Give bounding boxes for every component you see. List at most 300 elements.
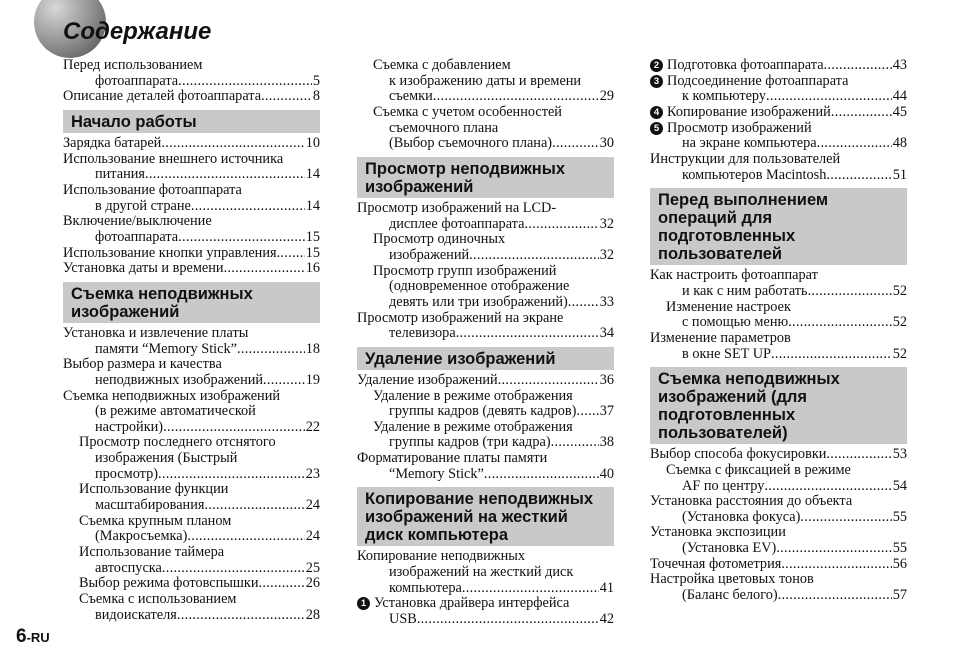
toc-entry[interactable] <box>357 105 614 152</box>
section-heading-line: пользователей) <box>658 424 788 443</box>
page-number <box>16 626 50 648</box>
toc-entry-line <box>357 217 614 233</box>
toc-page-number[interactable]: 51 <box>892 166 907 183</box>
toc-entry-line <box>650 300 907 316</box>
toc-entry-text: Использование внешнего источника <box>63 150 284 167</box>
toc-entry[interactable] <box>650 572 907 603</box>
toc-entry-text: (в режиме автоматической <box>95 403 256 420</box>
toc-page-number[interactable]: 14 <box>305 166 320 183</box>
toc-entry-line <box>357 136 614 152</box>
toc-page-number[interactable]: 8 <box>312 88 320 105</box>
toc-entry[interactable] <box>650 300 907 331</box>
toc-entry-text: питания <box>95 166 145 183</box>
toc-entry-text: Копирование изображений <box>667 103 831 120</box>
toc-entry-line <box>63 89 320 105</box>
toc-entry-line <box>357 596 614 612</box>
page-language-suffix: -RU <box>26 630 50 645</box>
toc-page-number[interactable]: 16 <box>305 260 320 277</box>
toc-entry[interactable] <box>63 357 320 388</box>
toc-entry-text: Выбор способа фокусировки <box>650 446 827 463</box>
toc-entry-text: Установка и извлечение платы <box>63 324 249 341</box>
toc-entry-line <box>63 342 320 358</box>
toc-page-number[interactable]: 10 <box>305 134 320 151</box>
toc-entry-text: Установка расстояния до объекта <box>650 493 853 510</box>
toc-entry-line <box>357 295 614 311</box>
toc-entry[interactable] <box>63 435 320 482</box>
section-heading-line: изображений <box>71 302 180 321</box>
toc-entry-text: Выбор размера и качества <box>63 356 222 373</box>
toc-entry-text: группы кадров (девять кадров) <box>389 403 577 420</box>
toc-entry-line <box>650 152 907 168</box>
toc-entry-text: “Memory Stick” <box>389 465 484 482</box>
toc-entry-text: Съемка с фиксацией в режиме <box>666 461 851 478</box>
step-number-icon: 2 <box>650 59 663 72</box>
toc-page-number[interactable]: 15 <box>305 228 320 245</box>
toc-entry-text: Просмотр последнего отснятого <box>79 434 276 451</box>
toc-entry-line <box>357 404 614 420</box>
toc-entry-line <box>357 435 614 451</box>
toc-entry-text: Съемка неподвижных изображений <box>63 387 281 404</box>
toc-entry-text: Использование функции <box>79 481 229 498</box>
toc-entry-line <box>650 463 907 479</box>
toc-entry[interactable] <box>357 232 614 263</box>
toc-entry-text: к изображению даты и времени <box>389 72 582 89</box>
toc-entry-text: съемочного плана <box>389 119 499 136</box>
dot-leader <box>817 136 892 152</box>
toc-entry[interactable] <box>63 389 320 436</box>
toc-entry-line <box>650 168 907 184</box>
toc-entry-line <box>63 230 320 246</box>
section-heading-line: изображений <box>365 177 474 196</box>
dot-leader <box>800 510 891 526</box>
toc-entry-text: компьютеров Macintosh <box>682 166 827 183</box>
dot-leader <box>824 58 892 74</box>
dot-leader <box>568 295 599 311</box>
toc-entry-text: Форматирование платы памяти <box>357 450 548 467</box>
toc-entry-line <box>63 167 320 183</box>
toc-entry-line <box>650 557 907 573</box>
toc-entry-text: Установка драйвера интерфейса <box>374 595 570 612</box>
toc-entry-text: дисплее фотоаппарата <box>389 215 525 232</box>
dot-leader <box>158 467 305 483</box>
dot-leader <box>469 248 599 264</box>
toc-entry-text: (Макросъемка) <box>95 528 188 545</box>
step-number-icon: 1 <box>357 597 370 610</box>
toc-entry-line <box>650 284 907 300</box>
toc-column-2 <box>357 58 614 628</box>
dot-leader <box>831 105 892 121</box>
section-heading-line: Просмотр неподвижных <box>365 159 566 178</box>
toc-entry[interactable] <box>650 152 907 183</box>
toc-entry-line <box>357 373 614 389</box>
toc-entry-line <box>63 246 320 262</box>
toc-entry[interactable] <box>63 261 320 277</box>
toc-entry-text: Удаление изображений <box>357 371 498 388</box>
toc-entry-text: Съемка с добавлением <box>373 57 511 73</box>
toc-entry-text: Как настроить фотоаппарат <box>650 267 818 284</box>
toc-entry[interactable] <box>63 183 320 214</box>
toc-entry-line <box>63 74 320 90</box>
toc-entry-line <box>63 357 320 373</box>
section-heading-line: Съемка неподвижных <box>71 284 253 303</box>
dot-leader <box>191 199 305 215</box>
toc-entry[interactable] <box>63 246 320 262</box>
toc-entry-line <box>357 612 614 628</box>
toc-entry-line <box>63 451 320 467</box>
toc-entry[interactable] <box>650 268 907 299</box>
dot-leader <box>498 373 599 389</box>
toc-entry-line <box>650 58 907 74</box>
toc-page-number[interactable]: 28 <box>305 606 320 623</box>
section-heading <box>357 347 614 370</box>
toc-entry-text: Установка даты и времени <box>63 260 224 277</box>
toc-entry-line <box>63 545 320 561</box>
toc-entry[interactable] <box>357 389 614 420</box>
toc-entry-line <box>63 373 320 389</box>
toc-page-number[interactable]: 54 <box>892 477 907 494</box>
dot-leader <box>552 136 599 152</box>
toc-entry-text: девять или три изображений) <box>389 293 568 310</box>
toc-entry-text: съемки <box>389 88 433 105</box>
toc-entry-line <box>63 592 320 608</box>
toc-entry[interactable] <box>357 58 614 105</box>
toc-page-number[interactable]: 30 <box>599 135 614 152</box>
toc-entry-text: масштабирования <box>95 497 205 514</box>
toc-entry-text: USB <box>389 611 417 628</box>
dot-leader <box>826 447 891 463</box>
toc-entry-text: (одновременное отображение <box>389 278 570 295</box>
toc-entry-line <box>63 482 320 498</box>
toc-entry-line <box>357 58 614 74</box>
toc-entry-line <box>63 261 320 277</box>
toc-page-number[interactable]: 36 <box>599 371 614 388</box>
toc-entry[interactable] <box>650 121 907 152</box>
toc-entry-line <box>63 467 320 483</box>
toc-entry-line <box>650 588 907 604</box>
toc-entry-line <box>357 74 614 90</box>
dot-leader <box>204 498 304 514</box>
toc-entry-line <box>63 529 320 545</box>
toc-entry-text: памяти “Memory Stick” <box>95 340 237 357</box>
section-heading-line: операций для <box>658 209 773 228</box>
toc-entry-text: (Баланс белого) <box>682 587 778 604</box>
toc-entry-line <box>650 136 907 152</box>
section-heading <box>650 367 907 444</box>
toc-page-number[interactable]: 33 <box>599 293 614 310</box>
toc-entry-line <box>63 514 320 530</box>
toc-entry-text: в окне SET UP <box>682 345 771 362</box>
dot-leader <box>263 373 305 389</box>
toc-page-number[interactable]: 14 <box>305 197 320 214</box>
toc-entry-line <box>63 561 320 577</box>
toc-page-number[interactable]: 24 <box>305 497 320 514</box>
toc-entry-text: к компьютеру <box>682 88 767 105</box>
toc-page-number[interactable]: 55 <box>892 540 907 557</box>
toc-entry[interactable] <box>63 152 320 183</box>
toc-entry-text: (Установка EV) <box>682 540 777 557</box>
toc-entry-line <box>650 525 907 541</box>
dot-leader <box>484 467 599 483</box>
section-heading-line: пользователей <box>658 245 783 264</box>
toc-page-number[interactable]: 22 <box>305 418 320 435</box>
toc-entry-line <box>650 510 907 526</box>
dot-leader <box>764 479 891 495</box>
toc-entry-text: Изменение настроек <box>666 298 791 315</box>
toc-entry[interactable] <box>650 331 907 362</box>
toc-entry-line <box>357 565 614 581</box>
toc-entry[interactable] <box>63 545 320 576</box>
dot-leader <box>417 612 599 628</box>
toc-page-number[interactable]: 52 <box>892 282 907 299</box>
step-number-icon: 5 <box>650 122 663 135</box>
toc-entry[interactable] <box>63 136 320 152</box>
toc-entry-line <box>63 576 320 592</box>
toc-entry-line <box>357 264 614 280</box>
toc-entry[interactable] <box>650 105 907 121</box>
toc-entry[interactable] <box>63 514 320 545</box>
toc-entry-line <box>63 498 320 514</box>
toc-entry-line <box>650 572 907 588</box>
toc-entry-line <box>63 326 320 342</box>
toc-page-number[interactable]: 41 <box>599 579 614 596</box>
toc-entry-text: Точечная фотометрия <box>650 555 782 572</box>
dot-leader <box>826 168 891 184</box>
toc-entry-text: Подсоединение фотоаппарата <box>667 72 849 89</box>
toc-entry-line <box>357 389 614 405</box>
toc-entry-text: Копирование неподвижных <box>357 548 526 565</box>
toc-entry-text: Удаление в режиме отображения <box>373 418 573 435</box>
toc-entry-text: Просмотр изображений на LCD- <box>357 199 557 216</box>
dot-leader <box>277 246 305 262</box>
toc-page-number[interactable]: 19 <box>305 371 320 388</box>
dot-leader <box>162 561 305 577</box>
toc-entry-text: изображений <box>389 246 470 263</box>
toc-entry-text: Использование кнопки управления <box>63 244 277 261</box>
toc-entry[interactable] <box>357 420 614 451</box>
dot-leader <box>788 315 892 331</box>
toc-entry-line <box>650 479 907 495</box>
toc-entry-line <box>357 232 614 248</box>
toc-entry[interactable] <box>650 525 907 556</box>
toc-entry-line <box>357 420 614 436</box>
toc-entry[interactable] <box>63 576 320 592</box>
toc-entry-text: неподвижных изображений <box>95 371 264 388</box>
toc-entry-line <box>357 248 614 264</box>
toc-page-number[interactable]: 15 <box>305 244 320 261</box>
section-heading <box>63 282 320 323</box>
page-title: Содержание <box>63 18 212 45</box>
toc-entry-line <box>357 311 614 327</box>
toc-entry[interactable] <box>63 592 320 623</box>
toc-entry-text: Включение/выключение <box>63 213 212 230</box>
toc-page-number[interactable]: 44 <box>892 88 907 105</box>
toc-entry-line <box>63 214 320 230</box>
dot-leader <box>766 89 892 105</box>
toc-page-number[interactable]: 56 <box>892 555 907 572</box>
toc-page-number[interactable]: 32 <box>599 246 614 263</box>
toc-entry[interactable] <box>63 89 320 105</box>
dot-leader <box>259 576 305 592</box>
dot-leader <box>776 541 891 557</box>
toc-page-number[interactable]: 55 <box>892 508 907 525</box>
toc-entry[interactable] <box>650 494 907 525</box>
toc-entry-text: Подготовка фотоаппарата <box>667 57 824 73</box>
toc-page-number[interactable]: 57 <box>892 587 907 604</box>
toc-entry-line <box>357 549 614 565</box>
toc-entry-line <box>63 404 320 420</box>
dot-leader <box>808 284 892 300</box>
toc-page-number[interactable]: 37 <box>599 403 614 420</box>
toc-page-number[interactable]: 25 <box>305 559 320 576</box>
toc-page-number[interactable]: 53 <box>892 446 907 463</box>
section-heading <box>357 157 614 198</box>
toc-entry[interactable] <box>63 326 320 357</box>
toc-entry-text: Настройка цветовых тонов <box>650 571 814 588</box>
toc-entry[interactable] <box>63 214 320 245</box>
toc-page-number[interactable]: 52 <box>892 345 907 362</box>
dot-leader <box>433 89 599 105</box>
toc-entry[interactable] <box>650 58 907 74</box>
toc-page-number[interactable]: 32 <box>599 215 614 232</box>
toc-entry-text: Просмотр групп изображений <box>373 262 557 279</box>
toc-entry[interactable] <box>650 447 907 463</box>
page-number-value: 6 <box>16 626 27 647</box>
toc-entry[interactable] <box>650 74 907 105</box>
toc-entry-line <box>63 420 320 436</box>
toc-entry-text: изображений на жесткий диск <box>389 564 574 581</box>
step-number-icon: 4 <box>650 106 663 119</box>
toc-entry-text: Удаление в режиме отображения <box>373 387 573 404</box>
toc-entry-line <box>650 89 907 105</box>
dot-leader <box>145 167 305 183</box>
toc-column-3 <box>650 58 907 604</box>
toc-entry-line <box>357 201 614 217</box>
dot-leader <box>187 529 304 545</box>
toc-entry-line <box>650 447 907 463</box>
toc-page-number[interactable]: 38 <box>599 434 614 451</box>
section-heading-line: диск компьютера <box>365 526 509 545</box>
toc-page-number[interactable]: 18 <box>305 340 320 357</box>
toc-entry-line <box>650 494 907 510</box>
toc-page-number[interactable]: 42 <box>599 611 614 628</box>
toc-page-number[interactable]: 5 <box>312 72 320 89</box>
toc-entry-line <box>357 451 614 467</box>
toc-entry-line <box>63 183 320 199</box>
toc-entry-text: с помощью меню <box>682 314 789 331</box>
toc-entry[interactable] <box>357 549 614 596</box>
toc-entry-text: Съемка с учетом особенностей <box>373 103 562 120</box>
section-heading-line: Перед выполнением <box>658 191 829 210</box>
toc-entry[interactable] <box>63 482 320 513</box>
toc-page-number[interactable]: 34 <box>599 325 614 342</box>
toc-entry-line <box>63 136 320 152</box>
section-heading-line: Начало работы <box>71 112 197 131</box>
toc-entry-line <box>650 268 907 284</box>
dot-leader <box>524 217 598 233</box>
step-number-icon: 3 <box>650 75 663 88</box>
toc-entry-text: Использование таймера <box>79 544 225 561</box>
toc-entry-text: (Выбор съемочного плана) <box>389 135 553 152</box>
toc-entry-text: на экране компьютера <box>682 135 817 152</box>
toc-entry-text: Изменение параметров <box>650 329 791 346</box>
toc-page-number[interactable]: 23 <box>305 465 320 482</box>
toc-entry-line <box>63 608 320 624</box>
toc-page-number[interactable]: 29 <box>599 88 614 105</box>
toc-entry-text: настройки) <box>95 418 164 435</box>
dot-leader <box>261 89 312 105</box>
toc-entry-line <box>650 74 907 90</box>
toc-page-number[interactable]: 48 <box>892 135 907 152</box>
toc-page-number[interactable]: 43 <box>892 57 907 73</box>
toc-entry-text: телевизора <box>389 325 456 342</box>
toc-entry[interactable] <box>357 201 614 232</box>
toc-entry-text: Съемка крупным планом <box>79 512 232 529</box>
dot-leader <box>576 404 598 420</box>
toc-entry-line <box>63 435 320 451</box>
section-heading-line: изображений (для <box>658 388 808 407</box>
toc-entry-line <box>63 152 320 168</box>
toc-entry-text: фотоаппарата <box>95 228 179 245</box>
dot-leader <box>771 347 892 363</box>
section-heading-line: Съемка неподвижных <box>658 370 840 389</box>
dot-leader <box>177 608 305 624</box>
toc-page-number[interactable]: 24 <box>305 528 320 545</box>
dot-leader <box>161 136 304 152</box>
dot-leader <box>778 588 892 604</box>
dot-leader <box>456 326 599 342</box>
toc-entry[interactable] <box>650 463 907 494</box>
toc-entry-text: Просмотр изображений на экране <box>357 309 564 326</box>
toc-entry-text: в другой стране <box>95 197 191 214</box>
toc-page-number[interactable]: 26 <box>305 575 320 592</box>
section-heading-line: подготовленных <box>658 227 796 246</box>
toc-entry[interactable] <box>357 373 614 389</box>
toc-entry-line <box>357 121 614 137</box>
section-heading <box>63 110 320 133</box>
section-heading-line: изображений на жесткий <box>365 508 568 527</box>
dot-leader <box>224 261 305 277</box>
toc-entry-line <box>357 467 614 483</box>
toc-entry-text: и как с ним работать <box>682 282 808 299</box>
toc-page-number[interactable]: 45 <box>892 103 907 120</box>
toc-entry-text: (Установка фокуса) <box>682 508 801 525</box>
dot-leader <box>551 435 599 451</box>
toc-entry-text: группы кадров (три кадра) <box>389 434 551 451</box>
toc-entry-line <box>357 89 614 105</box>
toc-entry-line <box>357 105 614 121</box>
toc-entry-line <box>650 331 907 347</box>
section-heading-line: Копирование неподвижных <box>365 490 594 509</box>
toc-entry[interactable] <box>357 596 614 627</box>
toc-entry[interactable] <box>650 557 907 573</box>
toc-entry-text: Просмотр одиночных <box>373 231 506 248</box>
toc-entry[interactable] <box>357 264 614 311</box>
toc-entry-text: видоискателя <box>95 606 177 623</box>
toc-entry[interactable] <box>63 58 320 89</box>
toc-entry[interactable] <box>357 451 614 482</box>
toc-entry[interactable] <box>357 311 614 342</box>
toc-page-number[interactable]: 40 <box>599 465 614 482</box>
toc-entry-line <box>63 389 320 405</box>
toc-page-number[interactable]: 52 <box>892 314 907 331</box>
toc-entry-line <box>650 121 907 137</box>
toc-entry-text: Просмотр изображений <box>667 119 812 136</box>
toc-entry-line <box>650 347 907 363</box>
toc-entry-text: Установка экспозиции <box>650 524 786 541</box>
toc-entry-text: Использование фотоаппарата <box>63 181 242 198</box>
toc-entry-line <box>357 326 614 342</box>
dot-leader <box>163 420 305 436</box>
